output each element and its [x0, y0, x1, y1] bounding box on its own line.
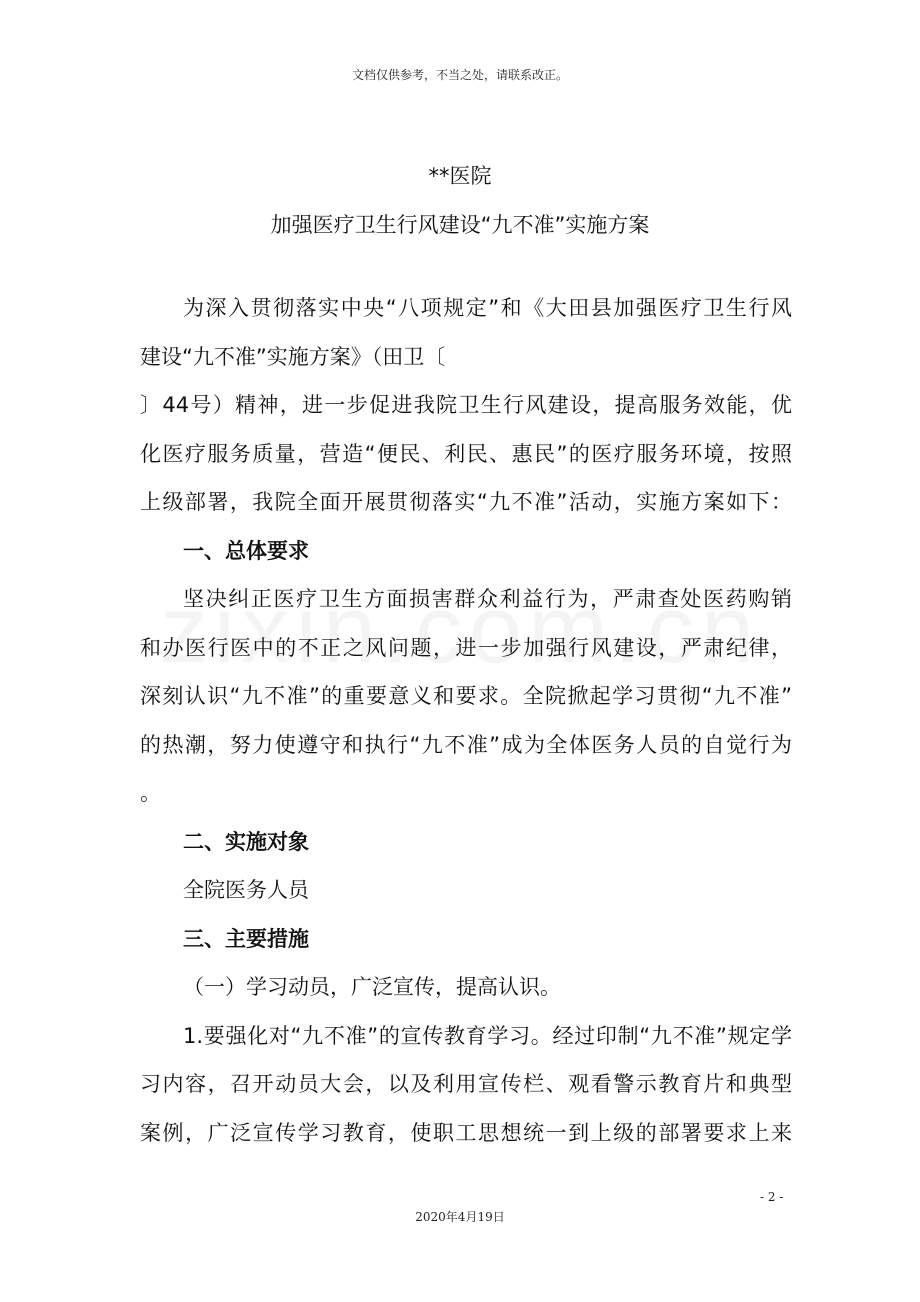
paragraph-line: 案例，广泛宣传学习教育，使职工思想统一到上级的部署要求上来 [140, 1120, 792, 1145]
paragraph-line: 化医疗服务质量，营造“便民、利民、惠民”的医疗服务环境，按照 [140, 441, 792, 466]
section-heading: 一、总体要求 [183, 538, 309, 563]
paragraph-line: 建设“九不准”实施方案》（田卫〔 [140, 344, 446, 369]
document-body [140, 289, 792, 1162]
paragraph-line: 。 [140, 781, 161, 805]
paragraph-line: 深刻认识“九不准”的重要意义和要求。全院掀起学习贯彻“九不准” [140, 684, 792, 708]
paragraph-line: 〕44号）精神，进一步促进我院卫生行风建设，提高服务效能，优 [140, 393, 792, 417]
subsection-heading: （一）学习动员，广泛宣传，提高认识。 [183, 975, 561, 999]
paragraph-line: 和办医行医中的不正之风问题，进一步加强行风建设，严肃纪律， [140, 635, 792, 660]
footer-date: 2020年4月19日 [415, 1210, 505, 1224]
paragraph-line: 上级部署，我院全面开展贯彻落实“九不准”活动，实施方案如下： [140, 490, 792, 514]
page-number: - 2 - [760, 1190, 784, 1204]
paragraph-line: 习内容，召开动员大会，以及利用宣传栏、观看警示教育片和典型 [140, 1072, 792, 1096]
paragraph-line: 1.要强化对“九不准”的宣传教育学习。经过印制“九不准”规定学 [183, 1023, 792, 1048]
paragraph-line: 坚决纠正医疗卫生方面损害群众利益行为，严肃查处医药购销 [183, 587, 792, 611]
document-title: 加强医疗卫生行风建设“九不准”实施方案 [270, 213, 650, 237]
section-heading: 三、主要措施 [183, 926, 309, 951]
document-title-hospital: **医院 [428, 164, 492, 188]
section-heading: 二、实施对象 [183, 829, 309, 854]
paragraph-line: 为深入贯彻落实中央“八项规定”和《大田县加强医疗卫生行风 [183, 296, 792, 320]
paragraph-line: 全院医务人员 [183, 878, 309, 902]
paragraph-line: 的热潮，努力使遵守和执行“九不准”成为全体医务人员的自觉行为 [140, 732, 792, 757]
header-disclaimer: 文档仅供参考，不当之处，请联系改正。 [351, 68, 568, 82]
